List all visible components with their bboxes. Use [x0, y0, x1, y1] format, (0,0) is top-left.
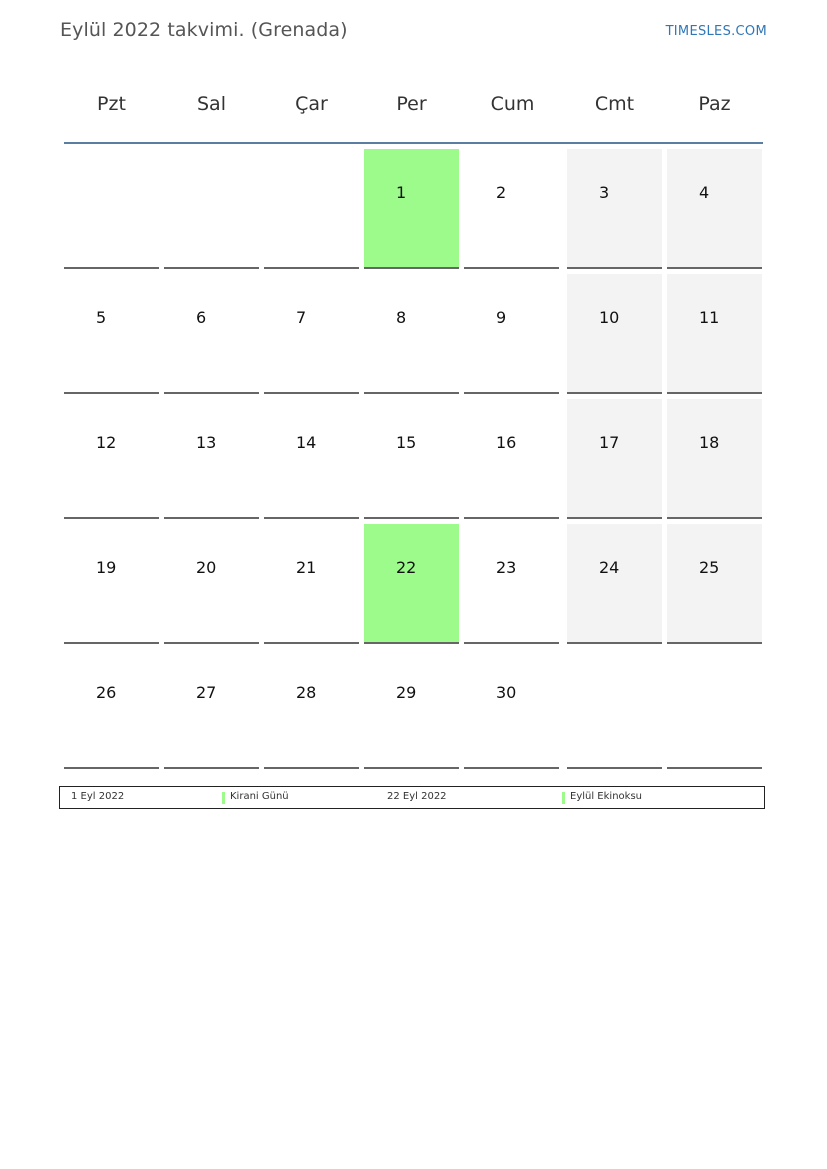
day-cell: [364, 399, 459, 519]
day-cell: [64, 149, 159, 269]
day-cell: [64, 399, 159, 519]
day-cell: [464, 399, 559, 519]
weekday-tue: Sal: [197, 93, 226, 115]
day-cell: [164, 149, 259, 269]
day-cell: [567, 524, 662, 644]
day-number: 23: [496, 558, 517, 577]
day-cell: [567, 399, 662, 519]
legend-holiday-2: Eylül Ekinoksu: [570, 791, 642, 802]
weekday-sat: Cmt: [594, 93, 635, 115]
day-number: 30: [496, 683, 517, 702]
day-number: 14: [296, 433, 317, 452]
holiday-legend: [59, 786, 765, 809]
day-cell: [364, 524, 459, 644]
day-number: 4: [699, 183, 710, 202]
day-number: 27: [196, 683, 217, 702]
day-number: 21: [296, 558, 317, 577]
day-cell: [64, 524, 159, 644]
weekday-wed: Çar: [295, 93, 328, 115]
day-cell: [464, 649, 559, 769]
day-number: 2: [496, 183, 507, 202]
day-cell: [667, 149, 762, 269]
day-number: 13: [196, 433, 217, 452]
day-cell: [464, 274, 559, 394]
day-cell: [667, 649, 762, 769]
day-cell: [667, 524, 762, 644]
day-number: 3: [599, 183, 610, 202]
day-cell: [464, 524, 559, 644]
weekday-sun: Paz: [698, 93, 731, 115]
day-cell: [667, 399, 762, 519]
day-number: 11: [699, 308, 720, 327]
weekday-fri: Cum: [490, 93, 535, 115]
day-cell: [364, 149, 459, 269]
legend-color-swatch-1: [222, 792, 225, 804]
day-number: 22: [396, 558, 417, 577]
day-number: 16: [496, 433, 517, 452]
brand-link[interactable]: TIMESLES.COM: [665, 24, 767, 39]
legend-color-swatch-2: [562, 792, 565, 804]
day-cell: [264, 649, 359, 769]
day-number: 10: [599, 308, 620, 327]
day-number: 24: [599, 558, 620, 577]
day-cell: [164, 274, 259, 394]
day-cell: [567, 274, 662, 394]
day-number: 7: [296, 308, 307, 327]
day-cell: [264, 399, 359, 519]
day-number: 25: [699, 558, 720, 577]
page-title: Eylül 2022 takvimi. (Grenada): [60, 19, 348, 41]
day-number: 12: [96, 433, 117, 452]
day-cell: [164, 524, 259, 644]
day-cell: [64, 274, 159, 394]
day-cell: [464, 149, 559, 269]
header-divider: [64, 142, 763, 144]
day-cell: [567, 149, 662, 269]
day-number: 17: [599, 433, 620, 452]
day-number: 15: [396, 433, 417, 452]
weekday-header-row: [64, 80, 763, 128]
day-cell: [164, 399, 259, 519]
day-cell: [667, 274, 762, 394]
day-number: 5: [96, 308, 107, 327]
day-number: 6: [196, 308, 207, 327]
day-number: 28: [296, 683, 317, 702]
day-number: 29: [396, 683, 417, 702]
day-cell: [264, 274, 359, 394]
day-cell: [264, 524, 359, 644]
day-number: 1: [396, 183, 407, 202]
day-cell: [364, 274, 459, 394]
day-cell: [567, 649, 662, 769]
legend-date-2: 22 Eyl 2022: [387, 791, 447, 802]
day-number: 19: [96, 558, 117, 577]
day-number: 18: [699, 433, 720, 452]
legend-date-1: 1 Eyl 2022: [71, 791, 125, 802]
day-cell: [264, 149, 359, 269]
day-cell: [364, 649, 459, 769]
weekday-thu: Per: [396, 93, 427, 115]
day-number: 20: [196, 558, 217, 577]
day-number: 9: [496, 308, 507, 327]
day-cell: [164, 649, 259, 769]
weekday-mon: Pzt: [97, 93, 126, 115]
day-number: 8: [396, 308, 407, 327]
day-cell: [64, 649, 159, 769]
legend-holiday-1: Kirani Günü: [230, 791, 289, 802]
day-number: 26: [96, 683, 117, 702]
